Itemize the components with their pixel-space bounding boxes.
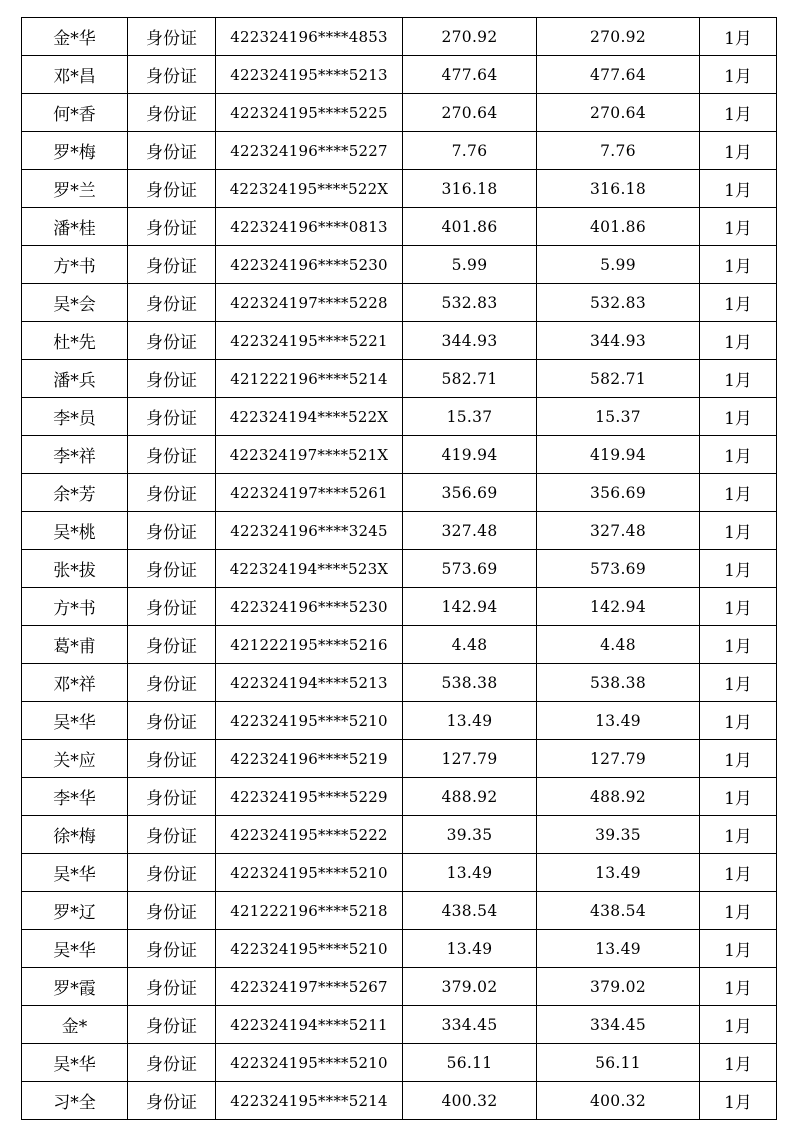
paid-amount-cell: 401.86: [537, 208, 700, 246]
table-row: [22, 132, 777, 170]
paid-amount-cell: 379.02: [537, 968, 700, 1006]
name-cell: 张*拔: [22, 550, 128, 588]
id-number-cell: 422324197****5228: [216, 284, 403, 322]
id-type-cell: 身份证: [128, 474, 216, 512]
amount-cell: 270.92: [403, 18, 537, 56]
table-row: [22, 56, 777, 94]
month-cell: 1月: [700, 550, 777, 588]
month-cell: 1月: [700, 778, 777, 816]
month-cell: 1月: [700, 170, 777, 208]
amount-cell: 7.76: [403, 132, 537, 170]
amount-cell: 15.37: [403, 398, 537, 436]
paid-amount-cell: 344.93: [537, 322, 700, 360]
name-cell: 葛*甫: [22, 626, 128, 664]
name-cell: 习*全: [22, 1082, 128, 1120]
amount-cell: 344.93: [403, 322, 537, 360]
id-type-cell: 身份证: [128, 322, 216, 360]
id-type-cell: 身份证: [128, 626, 216, 664]
id-number-cell: 422324196****5219: [216, 740, 403, 778]
amount-cell: 316.18: [403, 170, 537, 208]
id-type-cell: 身份证: [128, 56, 216, 94]
name-cell: 潘*桂: [22, 208, 128, 246]
month-cell: 1月: [700, 322, 777, 360]
amount-cell: 356.69: [403, 474, 537, 512]
name-cell: 关*应: [22, 740, 128, 778]
paid-amount-cell: 39.35: [537, 816, 700, 854]
id-number-cell: 422324196****5227: [216, 132, 403, 170]
id-number-cell: 421222196****5218: [216, 892, 403, 930]
table-row: [22, 436, 777, 474]
paid-amount-cell: 127.79: [537, 740, 700, 778]
id-type-cell: 身份证: [128, 588, 216, 626]
month-cell: 1月: [700, 208, 777, 246]
month-cell: 1月: [700, 588, 777, 626]
id-type-cell: 身份证: [128, 246, 216, 284]
table-row: [22, 208, 777, 246]
id-number-cell: 422324195****522X: [216, 170, 403, 208]
name-cell: 徐*梅: [22, 816, 128, 854]
name-cell: 罗*梅: [22, 132, 128, 170]
month-cell: 1月: [700, 1044, 777, 1082]
id-number-cell: 422324194****5213: [216, 664, 403, 702]
id-number-cell: 422324194****522X: [216, 398, 403, 436]
paid-amount-cell: 532.83: [537, 284, 700, 322]
id-type-cell: 身份证: [128, 1006, 216, 1044]
name-cell: 罗*辽: [22, 892, 128, 930]
name-cell: 罗*霞: [22, 968, 128, 1006]
paid-amount-cell: 582.71: [537, 360, 700, 398]
id-number-cell: 422324195****5210: [216, 1044, 403, 1082]
table-body: [22, 18, 777, 1120]
id-number-cell: 422324197****5261: [216, 474, 403, 512]
id-number-cell: 422324195****5225: [216, 94, 403, 132]
name-cell: 罗*兰: [22, 170, 128, 208]
id-type-cell: 身份证: [128, 360, 216, 398]
table-row: [22, 94, 777, 132]
id-type-cell: 身份证: [128, 1082, 216, 1120]
amount-cell: 4.48: [403, 626, 537, 664]
amount-cell: 334.45: [403, 1006, 537, 1044]
month-cell: 1月: [700, 436, 777, 474]
name-cell: 吴*华: [22, 930, 128, 968]
paid-amount-cell: 356.69: [537, 474, 700, 512]
id-type-cell: 身份证: [128, 816, 216, 854]
id-number-cell: 422324195****5214: [216, 1082, 403, 1120]
paid-amount-cell: 438.54: [537, 892, 700, 930]
amount-cell: 582.71: [403, 360, 537, 398]
name-cell: 金*: [22, 1006, 128, 1044]
paid-amount-cell: 400.32: [537, 1082, 700, 1120]
amount-cell: 401.86: [403, 208, 537, 246]
id-number-cell: 421222196****5214: [216, 360, 403, 398]
month-cell: 1月: [700, 854, 777, 892]
paid-amount-cell: 13.49: [537, 854, 700, 892]
name-cell: 吴*华: [22, 854, 128, 892]
id-number-cell: 422324195****5221: [216, 322, 403, 360]
amount-cell: 477.64: [403, 56, 537, 94]
paid-amount-cell: 5.99: [537, 246, 700, 284]
id-number-cell: 422324196****5230: [216, 588, 403, 626]
table-row: [22, 816, 777, 854]
name-cell: 吴*华: [22, 702, 128, 740]
amount-cell: 56.11: [403, 1044, 537, 1082]
month-cell: 1月: [700, 94, 777, 132]
paid-amount-cell: 15.37: [537, 398, 700, 436]
id-number-cell: 422324194****5211: [216, 1006, 403, 1044]
table-row: [22, 474, 777, 512]
id-type-cell: 身份证: [128, 550, 216, 588]
paid-amount-cell: 13.49: [537, 930, 700, 968]
table-row: [22, 512, 777, 550]
amount-cell: 573.69: [403, 550, 537, 588]
amount-cell: 400.32: [403, 1082, 537, 1120]
paid-amount-cell: 334.45: [537, 1006, 700, 1044]
month-cell: 1月: [700, 360, 777, 398]
name-cell: 邓*祥: [22, 664, 128, 702]
name-cell: 吴*华: [22, 1044, 128, 1082]
table-row: [22, 1082, 777, 1120]
id-type-cell: 身份证: [128, 398, 216, 436]
table-row: [22, 778, 777, 816]
amount-cell: 127.79: [403, 740, 537, 778]
table-row: [22, 626, 777, 664]
id-type-cell: 身份证: [128, 778, 216, 816]
id-type-cell: 身份证: [128, 930, 216, 968]
paid-amount-cell: 270.64: [537, 94, 700, 132]
month-cell: 1月: [700, 1006, 777, 1044]
amount-cell: 13.49: [403, 854, 537, 892]
table-row: [22, 360, 777, 398]
id-number-cell: 422324195****5229: [216, 778, 403, 816]
id-number-cell: 422324195****5213: [216, 56, 403, 94]
paid-amount-cell: 488.92: [537, 778, 700, 816]
amount-cell: 532.83: [403, 284, 537, 322]
name-cell: 何*香: [22, 94, 128, 132]
month-cell: 1月: [700, 816, 777, 854]
month-cell: 1月: [700, 1082, 777, 1120]
amount-cell: 39.35: [403, 816, 537, 854]
table-row: [22, 702, 777, 740]
amount-cell: 5.99: [403, 246, 537, 284]
month-cell: 1月: [700, 892, 777, 930]
table-row: [22, 550, 777, 588]
amount-cell: 438.54: [403, 892, 537, 930]
table-row: [22, 398, 777, 436]
month-cell: 1月: [700, 626, 777, 664]
paid-amount-cell: 327.48: [537, 512, 700, 550]
id-type-cell: 身份证: [128, 94, 216, 132]
table-row: [22, 664, 777, 702]
id-number-cell: 422324196****5230: [216, 246, 403, 284]
table-row: [22, 1006, 777, 1044]
amount-cell: 419.94: [403, 436, 537, 474]
id-type-cell: 身份证: [128, 892, 216, 930]
month-cell: 1月: [700, 398, 777, 436]
paid-amount-cell: 270.92: [537, 18, 700, 56]
id-number-cell: 422324196****3245: [216, 512, 403, 550]
month-cell: 1月: [700, 132, 777, 170]
table-row: [22, 284, 777, 322]
paid-amount-cell: 316.18: [537, 170, 700, 208]
paid-amount-cell: 419.94: [537, 436, 700, 474]
month-cell: 1月: [700, 512, 777, 550]
id-type-cell: 身份证: [128, 132, 216, 170]
paid-amount-cell: 142.94: [537, 588, 700, 626]
id-number-cell: 421222195****5216: [216, 626, 403, 664]
id-type-cell: 身份证: [128, 170, 216, 208]
id-type-cell: 身份证: [128, 1044, 216, 1082]
paid-amount-cell: 56.11: [537, 1044, 700, 1082]
id-type-cell: 身份证: [128, 18, 216, 56]
month-cell: 1月: [700, 930, 777, 968]
name-cell: 邓*昌: [22, 56, 128, 94]
month-cell: 1月: [700, 664, 777, 702]
paid-amount-cell: 538.38: [537, 664, 700, 702]
id-type-cell: 身份证: [128, 740, 216, 778]
id-type-cell: 身份证: [128, 702, 216, 740]
month-cell: 1月: [700, 246, 777, 284]
id-type-cell: 身份证: [128, 208, 216, 246]
month-cell: 1月: [700, 702, 777, 740]
name-cell: 杜*先: [22, 322, 128, 360]
month-cell: 1月: [700, 284, 777, 322]
id-number-cell: 422324197****5267: [216, 968, 403, 1006]
month-cell: 1月: [700, 968, 777, 1006]
name-cell: 李*华: [22, 778, 128, 816]
paid-amount-cell: 573.69: [537, 550, 700, 588]
id-type-cell: 身份证: [128, 284, 216, 322]
amount-cell: 13.49: [403, 930, 537, 968]
table-row: [22, 968, 777, 1006]
table-row: [22, 588, 777, 626]
table-row: [22, 930, 777, 968]
amount-cell: 142.94: [403, 588, 537, 626]
amount-cell: 270.64: [403, 94, 537, 132]
month-cell: 1月: [700, 56, 777, 94]
month-cell: 1月: [700, 474, 777, 512]
name-cell: 方*书: [22, 246, 128, 284]
paid-amount-cell: 4.48: [537, 626, 700, 664]
table-row: [22, 322, 777, 360]
payment-table: [21, 17, 777, 1120]
id-number-cell: 422324195****5210: [216, 702, 403, 740]
table-row: [22, 854, 777, 892]
id-number-cell: 422324194****523X: [216, 550, 403, 588]
table-row: [22, 740, 777, 778]
month-cell: 1月: [700, 740, 777, 778]
paid-amount-cell: 7.76: [537, 132, 700, 170]
id-type-cell: 身份证: [128, 664, 216, 702]
id-number-cell: 422324196****4853: [216, 18, 403, 56]
name-cell: 吴*会: [22, 284, 128, 322]
amount-cell: 488.92: [403, 778, 537, 816]
amount-cell: 13.49: [403, 702, 537, 740]
amount-cell: 379.02: [403, 968, 537, 1006]
name-cell: 金*华: [22, 18, 128, 56]
amount-cell: 538.38: [403, 664, 537, 702]
table-row: [22, 892, 777, 930]
id-number-cell: 422324195****5210: [216, 930, 403, 968]
table-row: [22, 246, 777, 284]
id-type-cell: 身份证: [128, 854, 216, 892]
table-row: [22, 18, 777, 56]
month-cell: 1月: [700, 18, 777, 56]
name-cell: 吴*桃: [22, 512, 128, 550]
id-type-cell: 身份证: [128, 512, 216, 550]
table-row: [22, 1044, 777, 1082]
amount-cell: 327.48: [403, 512, 537, 550]
name-cell: 李*员: [22, 398, 128, 436]
name-cell: 方*书: [22, 588, 128, 626]
paid-amount-cell: 13.49: [537, 702, 700, 740]
name-cell: 余*芳: [22, 474, 128, 512]
id-number-cell: 422324195****5210: [216, 854, 403, 892]
id-number-cell: 422324196****0813: [216, 208, 403, 246]
table-row: [22, 170, 777, 208]
id-number-cell: 422324195****5222: [216, 816, 403, 854]
id-type-cell: 身份证: [128, 436, 216, 474]
id-type-cell: 身份证: [128, 968, 216, 1006]
id-number-cell: 422324197****521X: [216, 436, 403, 474]
name-cell: 李*祥: [22, 436, 128, 474]
name-cell: 潘*兵: [22, 360, 128, 398]
paid-amount-cell: 477.64: [537, 56, 700, 94]
